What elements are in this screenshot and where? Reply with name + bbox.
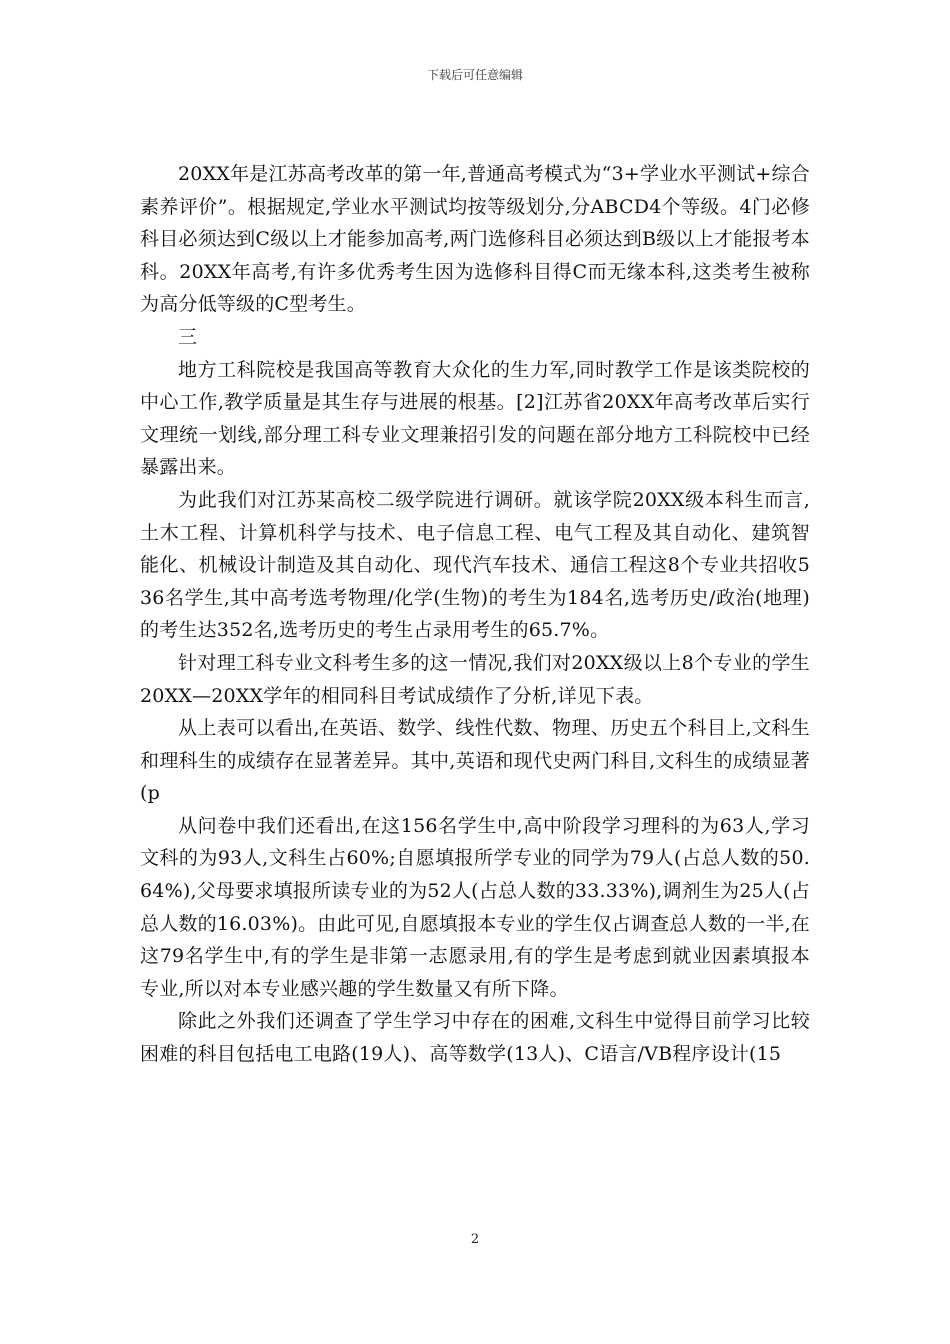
paragraph-7: 除此之外我们还调查了学生学习中存在的困难,文科生中觉得目前学习比较困难的科目包括电工电路(19人)、高等数学(13人)、C语言/VB程序设计(15 [140,1010,810,1066]
paragraph-5: 从上表可以看出,在英语、数学、线性代数、物理、历史五个科目上,文科生和理科生的成绩存在显著差异。其中,英语和现代史两门科目,文科生的成绩显著(p [140,717,810,805]
paragraph-6: 从问卷中我们还看出,在这156名学生中,高中阶段学习理科的为63人,学习文科的为93人,文科生占60%;自愿填报所学专业的同学为79人(占总人数的50.64%),父母要求填报所读专业的为52人(占总人数的33.33%),调剂生为25人(占总人数的16.03%)。由此可见,自愿填报本专业的学生仅占调查总人数的一半,在这79名学生中,有的学生是非第一志愿录用,有的学生是考虑到就业因素填报本专业,所以对本专业感兴趣的学生数量又有所下降。 [140,814,810,1000]
page-header: 下载后可任意编辑 [426,68,523,82]
paragraph-1: 20XX年是江苏高考改革的第一年,普通高考模式为“3+学业水平测试+综合素养评价”。根据规定,学业水平测试均按等级划分,分ABCD4个等级。4门必修科目必须达到C级以上才能参加高考,两门选修科目必须达到B级以上才能报考本科。20XX年高考,有许多优秀考生因为选修科目得C而无缘本科,这类考生被称为高分低等级的C型考生。 [140,163,810,316]
paragraph-2: 地方工科院校是我国高等教育大众化的生力军,同时教学工作是该类院校的中心工作,教学质量是其生存与进展的根基。[2]江苏省20XX年高考改革后实行文理统一划线,部分理工科专业文理兼招引发的问题在部分地方工科院校中已经暴露出来。 [140,358,810,479]
document-body [140,158,810,1071]
section-heading: 三 [178,325,198,348]
page-number: 2 [470,1232,480,1247]
paragraph-4: 针对理工科专业文科考生多的这一情况,我们对20XX级以上8个专业的学生20XX—20XX学年的相同科目考试成绩作了分析,详见下表。 [140,651,810,707]
paragraph-3: 为此我们对江苏某高校二级学院进行调研。就该学院20XX级本科生而言,土木工程、计算机科学与技术、电子信息工程、电气工程及其自动化、建筑智能化、机械设计制造及其自动化、现代汽车技术、通信工程这8个专业共招收536名学生,其中高考选考物理/化学(生物)的考生为184名,选考历史/政治(地理)的考生达352名,选考历史的考生占录用考生的65.7%。 [140,488,810,642]
